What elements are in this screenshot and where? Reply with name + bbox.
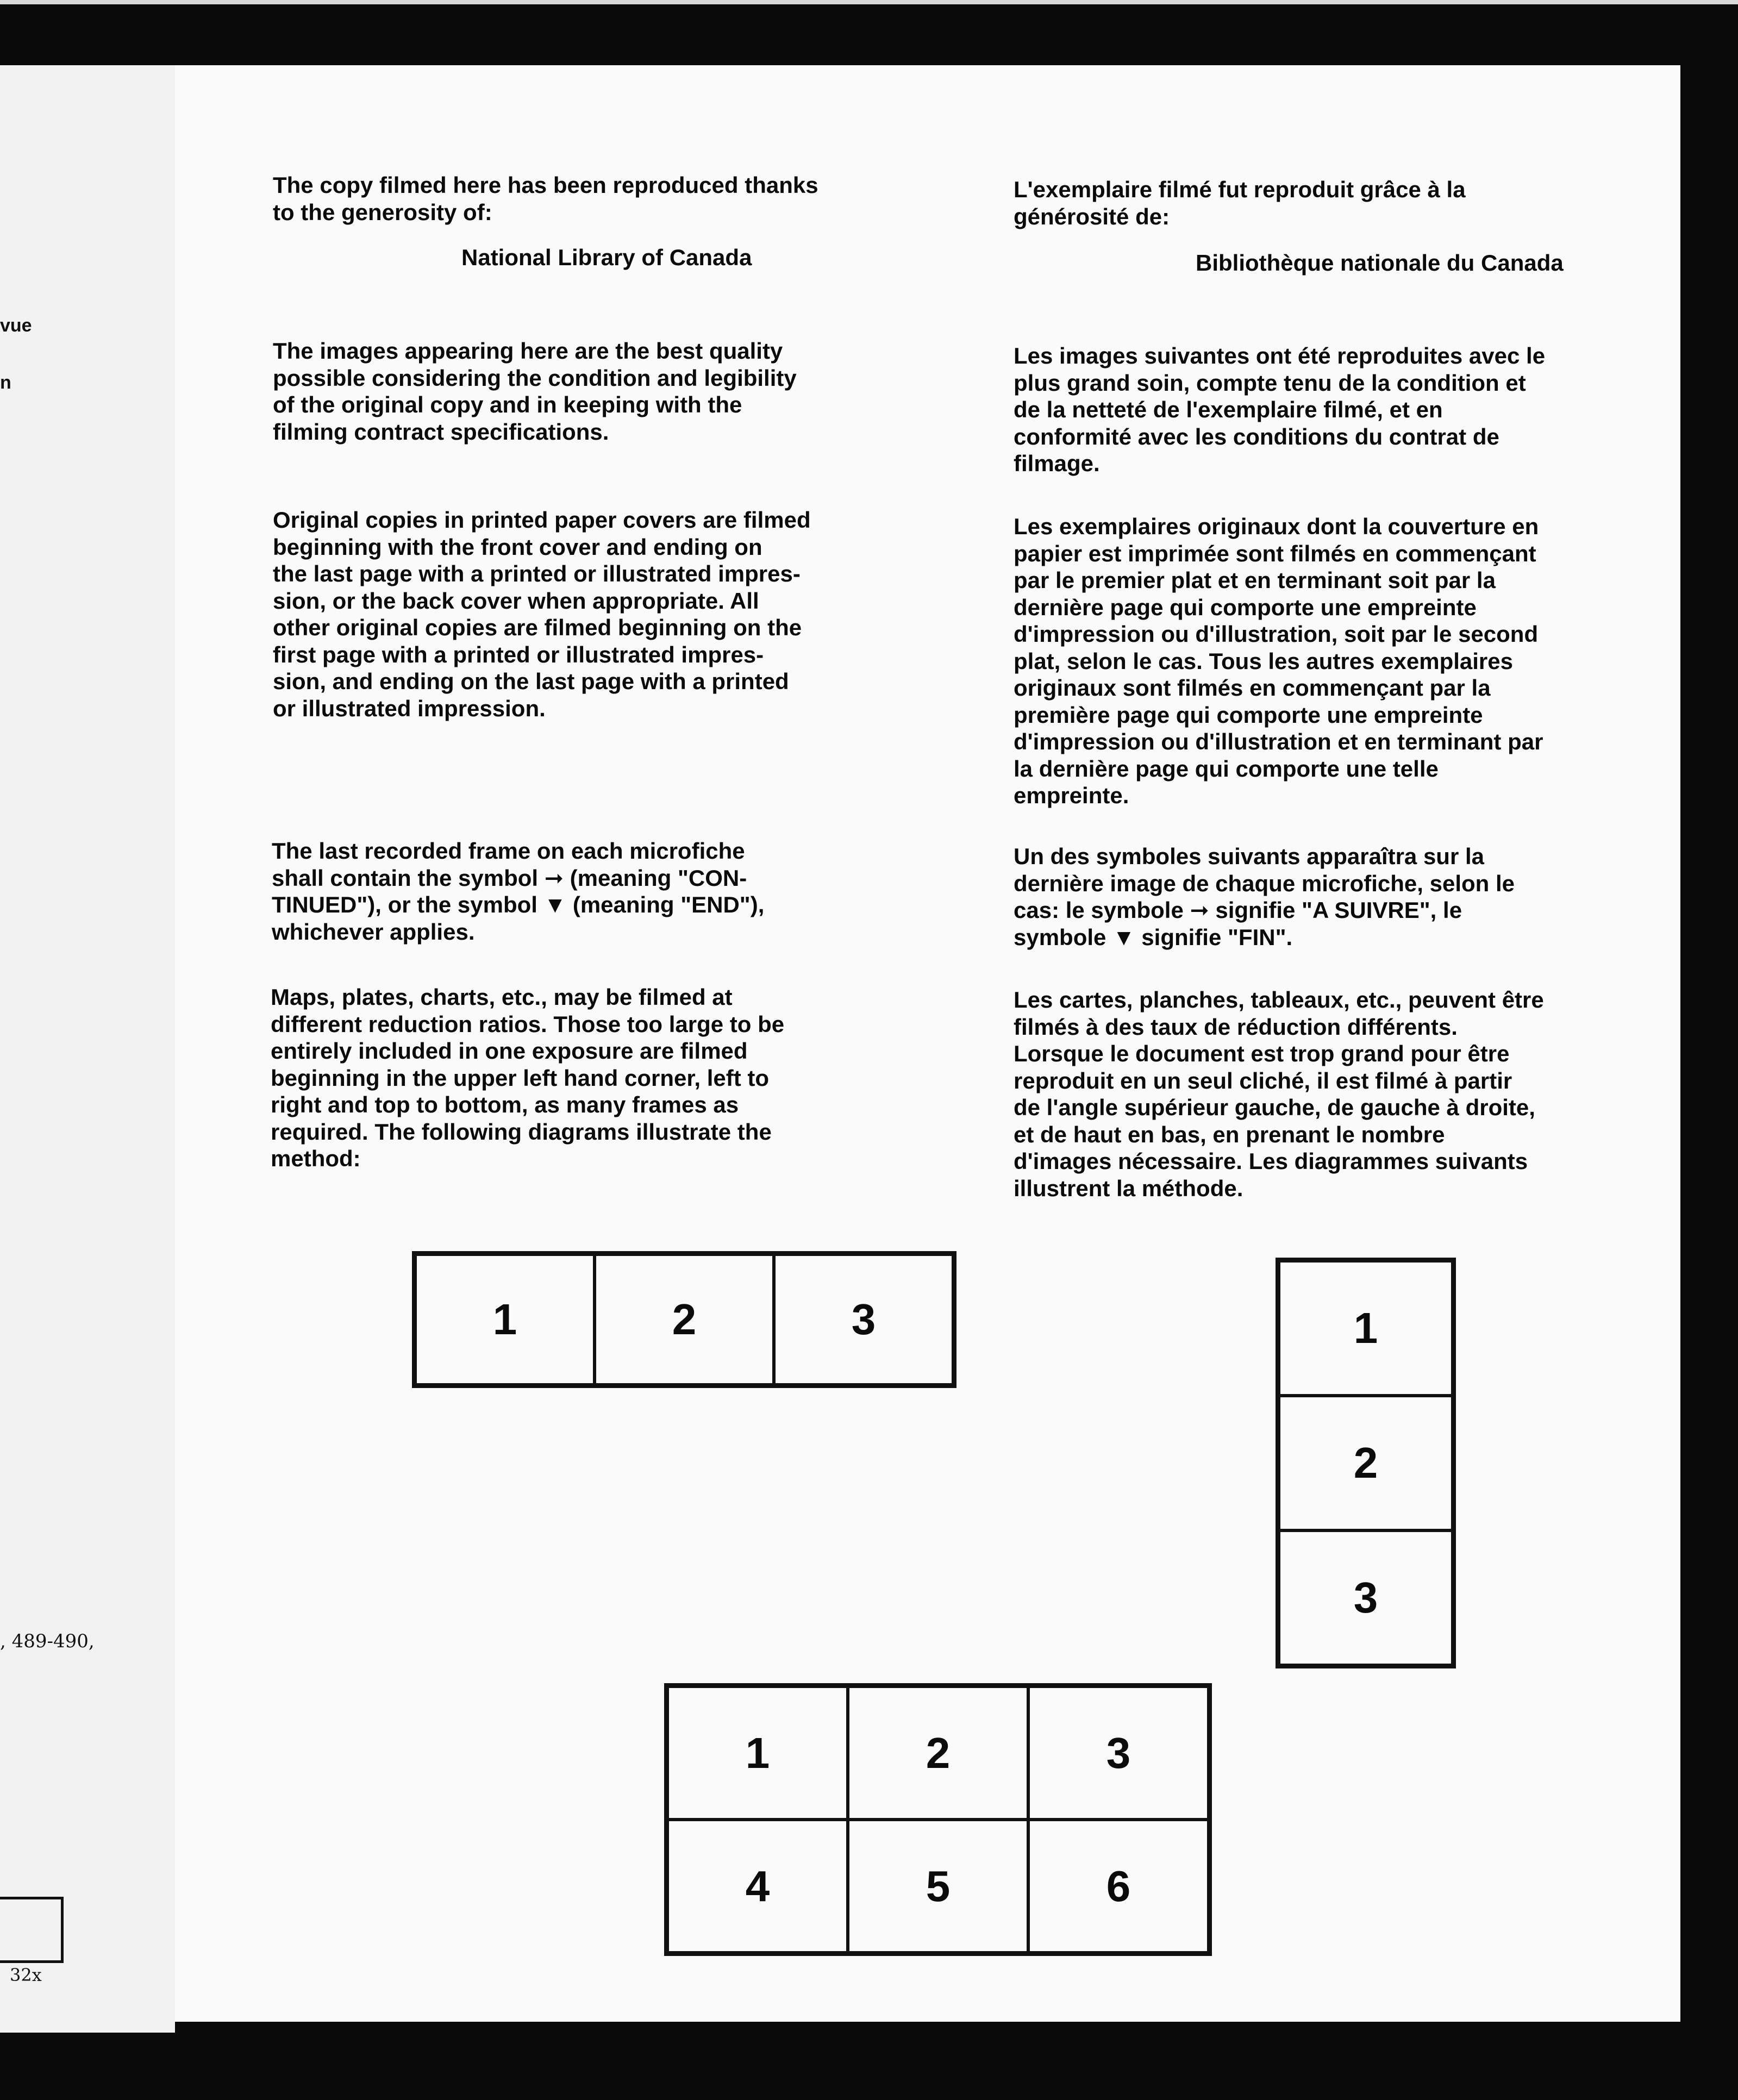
en-quality: The images appearing here are the best quality possible considering the condition and legibility of the original copy and in keeping with the filming contract specifications. [273,338,797,445]
en-maps: Maps, plates, charts, etc., may be filmed at different reduction ratios. Those too large to be entirely included in one exposure are filmed beginning in the upper left hand corner, left to right and top to bottom, as many frames as required. The following diagrams illustrate the method: [271,984,785,1171]
en-symbols: The last recorded frame on each microfiche shall contain the symbol ➞ (meaning "CON- TINUED"), or the symbol ▼ (meaning "END"), whichever applies. [272,838,765,945]
frame-cell: 1 [415,1254,595,1385]
frame-cell: 2 [1279,1396,1453,1530]
fr-quality: Les images suivantes ont été reproduites avec le plus grand soin, compte tenu de la condition et de la netteté de l'exemplaire filmé, et en conformité avec les conditions du contrat de filmage. [1014,343,1546,476]
fragment-text: vue [0,315,32,336]
frame-cell: 2 [848,1686,1028,1820]
frame-cell: 2 [595,1254,774,1385]
en-thanks: The copy filmed here has been reproduced thanks to the generosity of: [273,172,818,225]
reduction-ratio: 32x [10,1965,42,1985]
fragment-text: n [0,372,11,393]
fr-covers: Les exemplaires originaux dont la couverture en papier est imprimée sont filmés en commençant par le premier plat et en terminant soit par la dernière page qui comporte une empreinte d'impression ou d'illustration, soit par le second plat, selon le cas. Tous les autres exemplaires originaux sont filmés en commençant par la première page qui comporte une empreinte d'impression ou d'illustration et en terminant par la dernière page qui comporte une telle empreinte. [1014,514,1543,808]
diagram-vertical [1276,1258,1456,1668]
adjacent-page-fragment [0,65,175,2033]
notice-page [175,65,1680,2022]
frame-cell: 1 [1279,1261,1453,1396]
fr-thanks: L'exemplaire filmé fut reproduit grâce à la générosité de: [1014,177,1466,229]
fr-symbols: Un des symboles suivants apparaîtra sur la dernière image de chaque microfiche, selon le cas: le symbole ➞ signifie "A SUIVRE", le symbole ▼ signifie "FIN". [1014,843,1515,950]
en-covers: Original copies in printed paper covers are filmed beginning with the front cover and ending on the last page with a printed or illustrated impres- sion, or the back cover when appropriate. All other original copies are filmed beginning on the first page with a printed or illustrated impres- sion, and ending on the last page with a printed or illustrated impression. [273,507,811,721]
diagram-horizontal [412,1251,956,1388]
frame-cell: 5 [848,1820,1028,1953]
frame-cell: 3 [1028,1686,1209,1820]
reduction-box [0,1897,64,1963]
fr-institution: Bibliothèque nationale du Canada [1196,250,1564,276]
frame-cell: 3 [1279,1530,1453,1665]
en-institution: National Library of Canada [461,245,752,270]
top-edge [0,0,1738,4]
diagram-grid [664,1683,1212,1956]
frame-cell: 4 [667,1820,848,1953]
frame-cell: 6 [1028,1820,1209,1953]
frame-cell: 1 [667,1686,848,1820]
fr-maps: Les cartes, planches, tableaux, etc., peuvent être filmés à des taux de réduction différents. Lorsque le document est trop grand pour être reproduit en un seul cliché, il est filmé à partir de l'angle supérieur gauche, de gauche à droite, et de haut en bas, en prenant le nombre d'images nécessaire. Les diagrammes suivants illustrent la méthode. [1014,987,1544,1201]
fragment-page-range: , 489-490, [0,1630,95,1652]
frame-cell: 3 [774,1254,953,1385]
